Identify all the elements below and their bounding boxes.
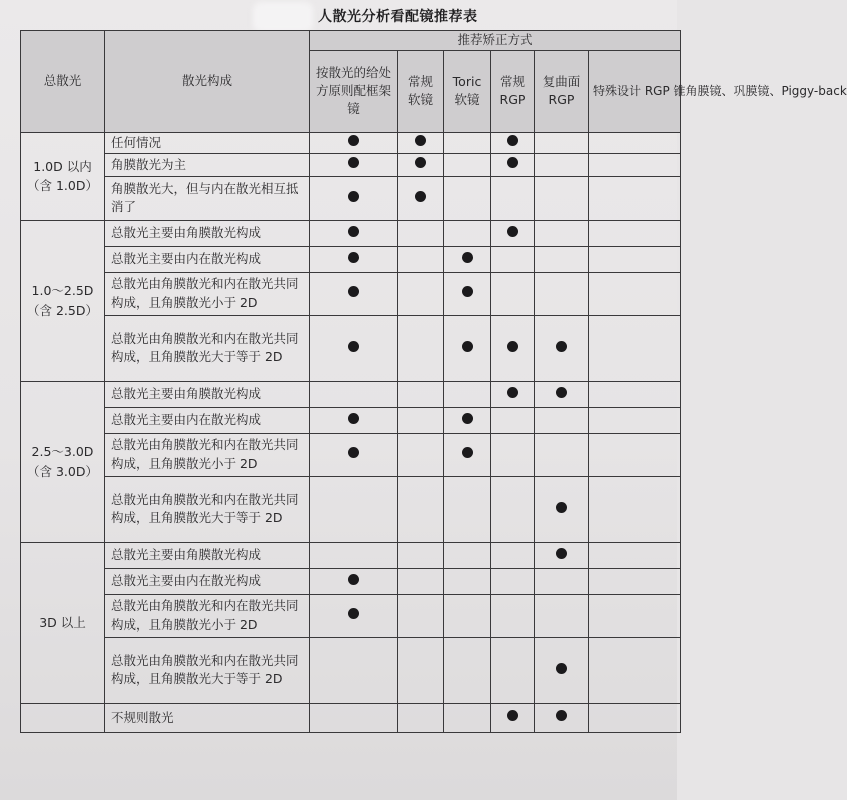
mark-cell-bitoric	[535, 132, 589, 153]
mark-cell-special	[589, 272, 681, 315]
header-method-rgp: 常规RGP	[491, 50, 535, 132]
composition-cell: 总散光由角膜散光和内在散光共同构成，且角膜散光大于等于 2D	[105, 637, 310, 703]
mark-cell-special	[589, 315, 681, 381]
mark-cell-frame	[310, 542, 398, 568]
table-row	[21, 176, 681, 220]
mark-cell-toric	[444, 703, 491, 732]
header-method-soft: 常规软镜	[398, 50, 444, 132]
mark-cell-toric	[444, 272, 491, 315]
mark-cell-soft	[398, 246, 444, 272]
recommended-dot-icon	[348, 135, 359, 146]
mark-cell-bitoric	[535, 220, 589, 246]
total-astigmatism-cell: 2.5～3.0D（含 3.0D）	[21, 381, 105, 542]
recommended-dot-icon	[556, 387, 567, 398]
recommended-dot-icon	[348, 447, 359, 458]
mark-cell-soft	[398, 407, 444, 433]
mark-cell-rgp	[491, 594, 535, 637]
mark-cell-rgp	[491, 637, 535, 703]
mark-cell-toric	[444, 476, 491, 542]
mark-cell-soft	[398, 132, 444, 153]
mark-cell-bitoric	[535, 542, 589, 568]
mark-cell-toric	[444, 246, 491, 272]
mark-cell-bitoric	[535, 381, 589, 407]
recommended-dot-icon	[507, 387, 518, 398]
mark-cell-toric	[444, 594, 491, 637]
mark-cell-rgp	[491, 542, 535, 568]
header-method-group: 推荐矫正方式	[310, 31, 681, 51]
recommended-dot-icon	[462, 341, 473, 352]
mark-cell-rgp	[491, 176, 535, 220]
composition-cell: 任何情况	[105, 132, 310, 153]
mark-cell-frame	[310, 246, 398, 272]
recommended-dot-icon	[556, 710, 567, 721]
mark-cell-frame	[310, 568, 398, 594]
mark-cell-frame	[310, 637, 398, 703]
composition-cell: 总散光由角膜散光和内在散光共同构成，且角膜散光小于 2D	[105, 594, 310, 637]
recommended-dot-icon	[415, 157, 426, 168]
mark-cell-special	[589, 637, 681, 703]
mark-cell-bitoric	[535, 568, 589, 594]
mark-cell-special	[589, 153, 681, 176]
table-row	[21, 153, 681, 176]
mark-cell-frame	[310, 476, 398, 542]
header-method-toric: Toric软镜	[444, 50, 491, 132]
mark-cell-bitoric	[535, 315, 589, 381]
composition-cell: 不规则散光	[105, 703, 310, 732]
mark-cell-special	[589, 220, 681, 246]
mark-cell-rgp	[491, 703, 535, 732]
mark-cell-toric	[444, 153, 491, 176]
mark-cell-special	[589, 246, 681, 272]
table-row	[21, 637, 681, 703]
mark-cell-soft	[398, 176, 444, 220]
mark-cell-bitoric	[535, 476, 589, 542]
composition-cell: 总散光主要由内在散光构成	[105, 568, 310, 594]
recommended-dot-icon	[507, 157, 518, 168]
mark-cell-soft	[398, 153, 444, 176]
mark-cell-frame	[310, 315, 398, 381]
recommended-dot-icon	[462, 447, 473, 458]
mark-cell-toric	[444, 381, 491, 407]
mark-cell-rgp	[491, 568, 535, 594]
mark-cell-frame	[310, 433, 398, 476]
table-row	[21, 568, 681, 594]
composition-cell: 总散光主要由角膜散光构成	[105, 220, 310, 246]
composition-cell: 总散光主要由角膜散光构成	[105, 542, 310, 568]
mark-cell-soft	[398, 315, 444, 381]
mark-cell-toric	[444, 176, 491, 220]
mark-cell-frame	[310, 153, 398, 176]
mark-cell-soft	[398, 637, 444, 703]
mark-cell-bitoric	[535, 153, 589, 176]
recommended-dot-icon	[462, 286, 473, 297]
recommended-dot-icon	[415, 135, 426, 146]
recommended-dot-icon	[348, 286, 359, 297]
mark-cell-special	[589, 407, 681, 433]
mark-cell-special	[589, 132, 681, 153]
table-row	[21, 594, 681, 637]
mark-cell-bitoric	[535, 246, 589, 272]
composition-cell: 总散光由角膜散光和内在散光共同构成，且角膜散光大于等于 2D	[105, 476, 310, 542]
table-row	[21, 476, 681, 542]
mark-cell-toric	[444, 220, 491, 246]
mark-cell-toric	[444, 568, 491, 594]
mark-cell-soft	[398, 594, 444, 637]
mark-cell-frame	[310, 176, 398, 220]
table-row	[21, 542, 681, 568]
mark-cell-special	[589, 594, 681, 637]
mark-cell-frame	[310, 381, 398, 407]
recommended-dot-icon	[507, 710, 518, 721]
mark-cell-soft	[398, 568, 444, 594]
recommended-dot-icon	[348, 341, 359, 352]
composition-cell: 总散光主要由内在散光构成	[105, 407, 310, 433]
mark-cell-bitoric	[535, 272, 589, 315]
recommended-dot-icon	[507, 226, 518, 237]
total-astigmatism-cell: 1.0～2.5D（含 2.5D）	[21, 220, 105, 381]
composition-cell: 角膜散光大，但与内在散光相互抵消了	[105, 176, 310, 220]
mark-cell-frame	[310, 132, 398, 153]
mark-cell-bitoric	[535, 433, 589, 476]
mark-cell-rgp	[491, 272, 535, 315]
mark-cell-rgp	[491, 381, 535, 407]
composition-cell: 总散光由角膜散光和内在散光共同构成，且角膜散光大于等于 2D	[105, 315, 310, 381]
recommended-dot-icon	[507, 341, 518, 352]
mark-cell-special	[589, 381, 681, 407]
table-row	[21, 315, 681, 381]
recommended-dot-icon	[415, 191, 426, 202]
mark-cell-rgp	[491, 433, 535, 476]
mark-cell-rgp	[491, 407, 535, 433]
mark-cell-frame	[310, 407, 398, 433]
mark-cell-soft	[398, 220, 444, 246]
table-row	[21, 132, 681, 153]
total-astigmatism-cell: 3D 以上	[21, 542, 105, 703]
mark-cell-soft	[398, 272, 444, 315]
recommended-dot-icon	[348, 191, 359, 202]
header-method-special: 特殊设计 RGP 锥角膜镜、巩膜镜、Piggy-back	[589, 50, 681, 132]
header-composition: 散光构成	[105, 31, 310, 133]
mark-cell-rgp	[491, 476, 535, 542]
recommendation-table	[20, 30, 847, 733]
mark-cell-soft	[398, 542, 444, 568]
mark-cell-toric	[444, 315, 491, 381]
mark-cell-frame	[310, 703, 398, 732]
title-smudge	[253, 2, 313, 32]
mark-cell-frame	[310, 594, 398, 637]
mark-cell-bitoric	[535, 703, 589, 732]
mark-cell-special	[589, 476, 681, 542]
table-row	[21, 433, 681, 476]
header-total: 总散光	[21, 31, 105, 133]
table-row	[21, 246, 681, 272]
mark-cell-soft	[398, 476, 444, 542]
mark-cell-toric	[444, 132, 491, 153]
recommended-dot-icon	[462, 252, 473, 263]
mark-cell-frame	[310, 272, 398, 315]
mark-cell-rgp	[491, 315, 535, 381]
header-method-bitoric: 复曲面RGP	[535, 50, 589, 132]
table-row	[21, 703, 681, 732]
mark-cell-special	[589, 542, 681, 568]
header-method-frame: 按散光的给处方原则配框架镜	[310, 50, 398, 132]
recommended-dot-icon	[462, 413, 473, 424]
recommended-dot-icon	[556, 341, 567, 352]
mark-cell-soft	[398, 381, 444, 407]
recommended-dot-icon	[556, 548, 567, 559]
recommended-dot-icon	[348, 252, 359, 263]
mark-cell-bitoric	[535, 176, 589, 220]
total-astigmatism-cell: 1.0D 以内（含 1.0D）	[21, 132, 105, 220]
table-row	[21, 272, 681, 315]
mark-cell-rgp	[491, 153, 535, 176]
recommended-dot-icon	[348, 157, 359, 168]
mark-cell-rgp	[491, 246, 535, 272]
recommended-dot-icon	[507, 135, 518, 146]
mark-cell-bitoric	[535, 407, 589, 433]
composition-cell: 总散光由角膜散光和内在散光共同构成，且角膜散光小于 2D	[105, 272, 310, 315]
recommended-dot-icon	[348, 226, 359, 237]
total-astigmatism-cell	[21, 703, 105, 732]
composition-cell: 角膜散光为主	[105, 153, 310, 176]
mark-cell-toric	[444, 637, 491, 703]
recommended-dot-icon	[348, 608, 359, 619]
recommended-dot-icon	[556, 663, 567, 674]
mark-cell-special	[589, 176, 681, 220]
table-row	[21, 407, 681, 433]
mark-cell-frame	[310, 220, 398, 246]
recommended-dot-icon	[348, 574, 359, 585]
mark-cell-soft	[398, 433, 444, 476]
mark-cell-toric	[444, 542, 491, 568]
recommended-dot-icon	[556, 502, 567, 513]
recommended-dot-icon	[348, 413, 359, 424]
table-title: 人散光分析看配镜推荐表	[318, 9, 478, 25]
mark-cell-special	[589, 433, 681, 476]
mark-cell-special	[589, 703, 681, 732]
table-row	[21, 381, 681, 407]
composition-cell: 总散光由角膜散光和内在散光共同构成，且角膜散光小于 2D	[105, 433, 310, 476]
mark-cell-toric	[444, 407, 491, 433]
mark-cell-rgp	[491, 132, 535, 153]
composition-cell: 总散光主要由角膜散光构成	[105, 381, 310, 407]
mark-cell-soft	[398, 703, 444, 732]
mark-cell-bitoric	[535, 594, 589, 637]
mark-cell-special	[589, 568, 681, 594]
mark-cell-toric	[444, 433, 491, 476]
mark-cell-bitoric	[535, 637, 589, 703]
mark-cell-rgp	[491, 220, 535, 246]
composition-cell: 总散光主要由内在散光构成	[105, 246, 310, 272]
table-row	[21, 220, 681, 246]
